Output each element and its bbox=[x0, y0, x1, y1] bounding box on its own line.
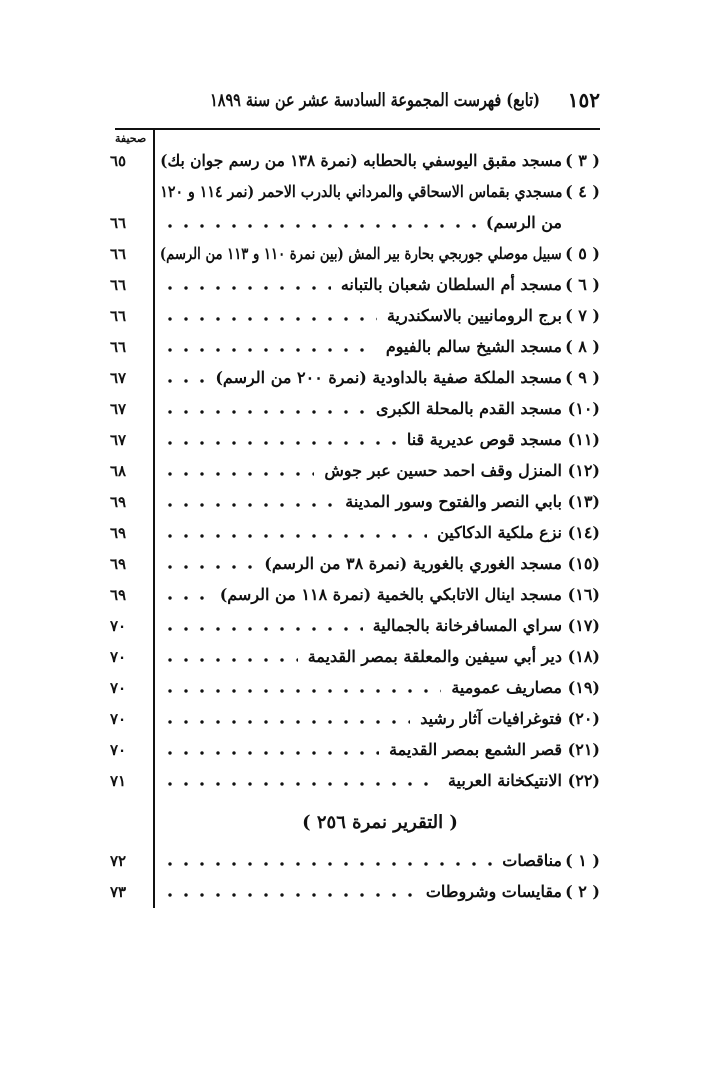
entry-title: مسجد أم السلطان شعبان بالتبانه bbox=[340, 275, 562, 294]
page-number: ١٥٢ bbox=[567, 88, 600, 112]
index-entry bbox=[110, 520, 600, 548]
entry-page: ٦٦ bbox=[110, 214, 127, 232]
entry-number: ( ٦ ) bbox=[565, 275, 600, 294]
entry-number: ( ٥ ) bbox=[565, 244, 600, 263]
dot-leader bbox=[162, 286, 331, 290]
entry-page: ٦٦ bbox=[110, 276, 127, 294]
dot-leader bbox=[162, 472, 314, 476]
entry-title: مقايسات وشروطات bbox=[425, 882, 562, 901]
entry-title: بابي النصر والفتوح وسور المدينة bbox=[345, 492, 562, 511]
index-entry bbox=[110, 737, 600, 765]
entry-title: برج الرومانيين بالاسكندرية bbox=[386, 306, 562, 325]
index-entry bbox=[110, 148, 600, 176]
entry-number: (١٦) bbox=[567, 585, 600, 604]
entry-number: ( ٨ ) bbox=[565, 337, 600, 356]
entry-number: ( ١ ) bbox=[565, 851, 600, 870]
entry-number: (١١) bbox=[567, 430, 600, 449]
entry-page: ٦٩ bbox=[110, 493, 127, 511]
entry-number: (١٩) bbox=[567, 678, 600, 697]
entry-number: (٢٢) bbox=[567, 771, 600, 790]
entry-number: ( ٤ ) bbox=[565, 182, 600, 201]
entry-page: ٧٠ bbox=[110, 679, 127, 697]
dot-leader bbox=[162, 658, 298, 662]
entry-title: مسجد الغوري بالغورية (نمرة ٣٨ من الرسم) bbox=[264, 554, 562, 573]
dot-leader bbox=[162, 441, 397, 445]
entry-page: ٧١ bbox=[110, 772, 127, 790]
page-title: (تابع) فهرست المجموعة السادسة عشر عن سنة ١٨٩٩ bbox=[210, 90, 540, 111]
entry-number: (١٠) bbox=[567, 399, 600, 418]
entry-page: ٦٩ bbox=[110, 586, 127, 604]
entry-number: (١٥) bbox=[567, 554, 600, 573]
entry-title: من الرسم) bbox=[485, 213, 562, 232]
index-entry bbox=[110, 396, 600, 424]
entry-page: ٦٥ bbox=[110, 152, 127, 170]
entry-title: المنزل وقف احمد حسين عبر جوش bbox=[324, 461, 562, 480]
dot-leader bbox=[162, 565, 254, 569]
index-entry bbox=[110, 848, 600, 876]
dot-leader bbox=[162, 534, 427, 538]
index-entry bbox=[110, 675, 600, 703]
dot-leader bbox=[162, 596, 210, 600]
dot-leader bbox=[162, 224, 476, 228]
entry-page: ٦٦ bbox=[110, 338, 127, 356]
entry-number: (١٢) bbox=[567, 461, 600, 480]
entry-number: (٢٠) bbox=[567, 709, 600, 728]
index-entry bbox=[110, 768, 600, 796]
index-entry bbox=[110, 706, 600, 734]
index-entry bbox=[110, 644, 600, 672]
entry-title: نزع ملكية الدكاكين bbox=[437, 523, 562, 542]
index-entry bbox=[110, 613, 600, 641]
dot-leader bbox=[162, 317, 377, 321]
entry-title: مناقصات bbox=[502, 851, 562, 870]
dot-leader bbox=[162, 689, 441, 693]
dot-leader bbox=[162, 627, 363, 631]
dot-leader bbox=[162, 862, 492, 866]
index-entry bbox=[110, 241, 600, 269]
entry-page: ٧٣ bbox=[110, 883, 127, 901]
entry-number: (٢١) bbox=[567, 740, 600, 759]
dot-leader bbox=[162, 720, 410, 724]
page-header bbox=[200, 88, 610, 118]
entry-title: مسجد قوص عديرية قنا bbox=[406, 430, 562, 449]
entry-title: سراي المسافرخانة بالجمالية bbox=[372, 616, 562, 635]
dot-leader bbox=[162, 379, 205, 383]
entry-page: ٦٦ bbox=[110, 307, 127, 325]
index-entry bbox=[110, 582, 600, 610]
entry-title: مسجدي بقماس الاسحاقي والمرداني بالدرب الاحمر (نمر ١١٤ و ١٢٠ bbox=[159, 182, 562, 201]
entry-number: (١٨) bbox=[567, 647, 600, 666]
entry-title: مسجد الشيخ سالم بالفيوم bbox=[385, 337, 562, 356]
entry-number: ( ٢ ) bbox=[565, 882, 600, 901]
page-column-header: صحيفة bbox=[115, 132, 147, 145]
index-entry bbox=[110, 879, 600, 907]
entry-page: ٧٠ bbox=[110, 710, 127, 728]
entry-page: ٦٩ bbox=[110, 524, 127, 542]
entry-title: مسجد اينال الاتابكي بالخمية (نمرة ١١٨ من الرسم) bbox=[219, 585, 562, 604]
entry-number: ( ٧ ) bbox=[565, 306, 600, 325]
entry-page: ٦٧ bbox=[110, 431, 127, 449]
dot-leader bbox=[162, 503, 335, 507]
index-entry bbox=[110, 551, 600, 579]
entry-title: مسجد مقبق اليوسفي بالحطابه (نمرة ١٣٨ من رسم جوان بك) bbox=[160, 151, 562, 170]
section-title: ( التقرير نمرة ٢٥٦ ) bbox=[302, 812, 458, 833]
index-entry bbox=[110, 365, 600, 393]
index-entry bbox=[110, 489, 600, 517]
entry-page: ٦٧ bbox=[110, 369, 127, 387]
entry-number: (١٣) bbox=[567, 492, 600, 511]
entry-page: ٧٠ bbox=[110, 741, 127, 759]
index-entry bbox=[110, 179, 600, 207]
dot-leader bbox=[162, 348, 376, 352]
entry-title: فتوغرافيات آثار رشيد bbox=[420, 709, 562, 728]
header-rule bbox=[115, 128, 600, 130]
index-entry bbox=[110, 458, 600, 486]
entry-title: سبيل موصلي جوربجي بحارة بير المش (بين نمرة ١١٠ و ١١٣ من الرسم) bbox=[160, 244, 562, 263]
entry-title: الانتيكخانة العربية bbox=[447, 771, 562, 790]
entry-page: ٦٨ bbox=[110, 462, 127, 480]
entry-title: دير أبي سيفين والمعلقة بمصر القديمة bbox=[307, 647, 562, 666]
entry-page: ٦٩ bbox=[110, 555, 127, 573]
entry-number: ( ٩ ) bbox=[565, 368, 600, 387]
dot-leader bbox=[162, 893, 416, 897]
entry-number: (١٧) bbox=[567, 616, 600, 635]
dot-leader bbox=[162, 782, 438, 786]
entry-page: ٧٠ bbox=[110, 648, 127, 666]
dot-leader bbox=[162, 410, 366, 414]
dot-leader bbox=[162, 751, 379, 755]
entry-page: ٦٧ bbox=[110, 400, 127, 418]
index-entry bbox=[110, 334, 600, 362]
entry-title: مسجد الملكة صفية بالداودية (نمرة ٢٠٠ من الرسم) bbox=[215, 368, 562, 387]
entry-page: ٧٢ bbox=[110, 852, 127, 870]
entry-page: ٧٠ bbox=[110, 617, 127, 635]
entry-page: ٦٦ bbox=[110, 245, 127, 263]
entry-title: قصر الشمع بمصر القديمة bbox=[389, 740, 562, 759]
entry-title: مصاريف عمومية bbox=[451, 678, 562, 697]
entry-number: (١٤) bbox=[567, 523, 600, 542]
index-entry bbox=[110, 427, 600, 455]
entry-number: ( ٣ ) bbox=[565, 151, 600, 170]
index-entry bbox=[110, 303, 600, 331]
index-entry bbox=[110, 210, 600, 238]
entry-title: مسجد القدم بالمحلة الكبرى bbox=[376, 399, 562, 418]
index-entry bbox=[110, 272, 600, 300]
